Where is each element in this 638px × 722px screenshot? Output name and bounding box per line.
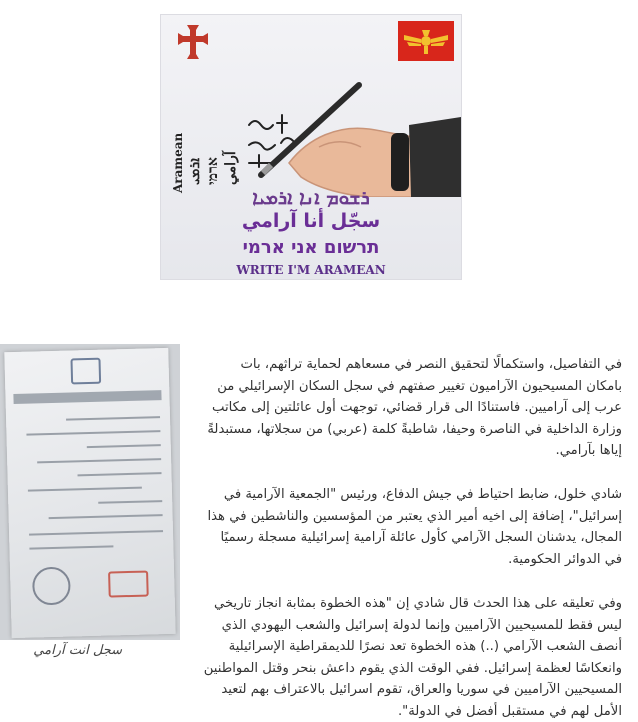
red-stamp-icon xyxy=(108,571,149,598)
document-heading xyxy=(13,390,161,404)
poster-side-labels xyxy=(167,115,267,195)
poster-syriac-slogan: ܪܫܘܡ ܐܢܐ ܐܪܡܝܐ xyxy=(252,187,370,209)
cross-icon xyxy=(176,23,210,61)
document-line xyxy=(66,416,160,420)
article-paragraph-3: وفي تعليقه على هذا الحدث قال شادي إن "هذه الخطوة بمثابة انجاز تاريخي ليس فقط للمسيحيين الآراميين وإنما لدولة إسرائيل والشعب اليهودي الذي أنصف الشعب الآرامي (..) هذه الخطوة تعد نصرًا للديمقراطية الإسرائيلية وانعكاسًا لعظمة إسرائيل. ففي الوقت الذي يقوم داعش بنحر وقتل المواطنين المسيحيين الآراميين في سوريا والعراق، تقوم اسرائيل بالاعتراف بهم لتعيد الأمل لهم في مستقبل أفضل في الدولة". xyxy=(203,596,622,719)
registration-document-photo xyxy=(0,344,180,640)
aramean-flag-icon xyxy=(398,21,454,61)
document-line xyxy=(37,458,161,463)
document-line xyxy=(29,545,113,549)
document-line xyxy=(26,430,160,436)
side-label-english: Aramean xyxy=(171,132,185,193)
poster-english-slogan: WRITE I'M ARAMEAN xyxy=(236,263,386,277)
photo-caption: سجل انت آرامي xyxy=(33,643,122,658)
document-line xyxy=(87,444,161,448)
document-line xyxy=(49,514,163,519)
poster-hebrew-slogan: תרשום אני ארמי xyxy=(242,237,380,258)
document-line xyxy=(28,487,142,492)
article-paragraph-1: في التفاصيل، واستكمالًا لتحقيق النصر في مسعاهم لحماية تراثهم، بات بامكان المسيحيون الآراميون تغيير صفتهم في سجل السكان الإسرائيلي من عرب إلى آراميين. فاستنادًا الى قرار قضائي، توجهت أول عائلتين إلى مكاتب وزارة الداخلية في الناصرة وحيفا، شاطبةً كلمة (عربي) من سجلاتها، مستبدلةً إياها بآرامي. xyxy=(207,357,622,459)
hand-with-pen-image xyxy=(249,77,461,197)
document-line xyxy=(29,530,163,536)
side-label-syriac: ܐܪܡܝ xyxy=(187,157,203,185)
article-paragraph-2: شادي خلول، ضابط احتياط في جيش الدفاع، ورئيس "الجمعية الآرامية في إسرائيل"، إضافة إلى اخيه أمير الذي يعتبر من المؤسسين والناشطين في هذا المجال، يدشنان السجل الآرامي كأول عائلة آرامية إسرائيلية مسجلة رسميًا في الدوائر الحكومية. xyxy=(207,487,622,567)
document-line xyxy=(98,500,162,504)
side-label-hebrew: ארמי xyxy=(205,157,221,185)
official-seal-icon xyxy=(32,567,71,606)
write-im-aramean-poster xyxy=(160,14,462,280)
side-label-arabic: آرامي xyxy=(223,151,239,185)
document-line xyxy=(78,472,162,476)
poster-arabic-slogan: سجّل أنا آرامي xyxy=(241,210,381,232)
document-sheet xyxy=(4,348,175,638)
state-emblem-icon xyxy=(70,358,101,385)
